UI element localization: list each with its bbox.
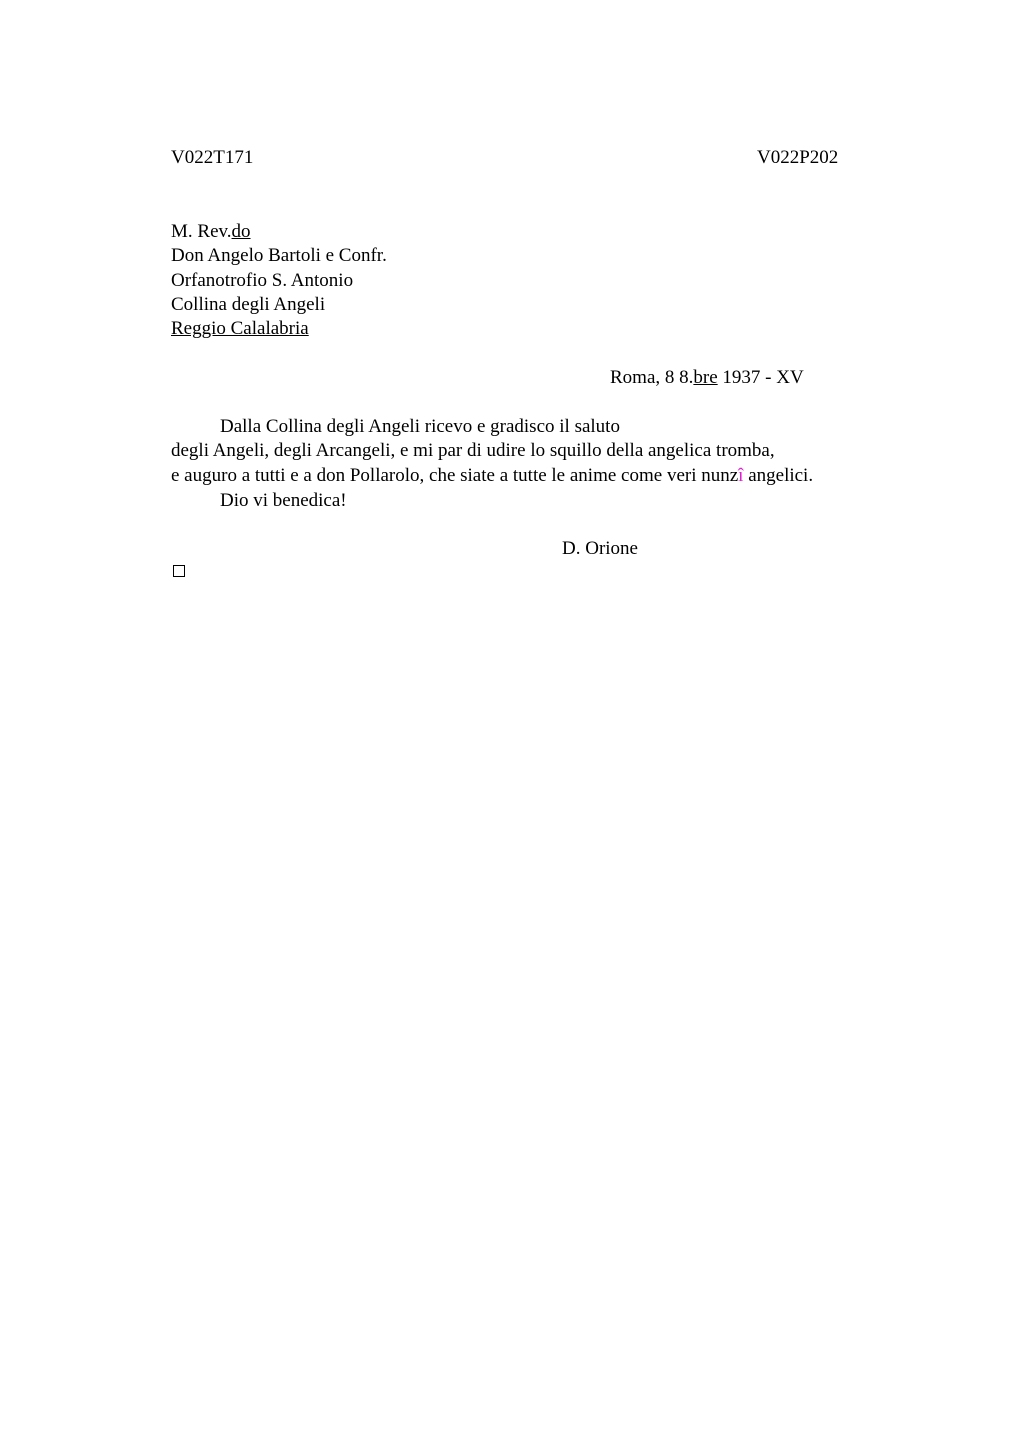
signature: D. Orione: [562, 538, 638, 559]
body-line-1: Dalla Collina degli Angeli ricevo e gradisco il saluto: [220, 416, 620, 437]
address-line-recipient: Don Angelo Bartoli e Confr.: [171, 245, 387, 266]
address-line-institution: Orfanotrofio S. Antonio: [171, 270, 354, 291]
accented-char: î: [738, 465, 744, 486]
address-line-locality: Collina degli Angeli: [171, 294, 326, 315]
body-line-4: Dio vi benedica!: [220, 490, 347, 511]
body-line-3: [171, 464, 813, 488]
body-line-3-end: angelici.: [743, 465, 814, 486]
doc-code-right: V022P202: [757, 147, 839, 168]
salutation-suffix: do: [231, 221, 251, 242]
doc-code-left: V022T171: [171, 147, 254, 168]
dateline: [610, 366, 804, 390]
dateline-month: bre: [693, 367, 718, 388]
dateline-prefix: Roma, 8 8.: [610, 367, 694, 388]
dateline-suffix: 1937 - XV: [717, 367, 804, 388]
body-line-3-text: e auguro a tutti e a don Pollarolo, che siate a tutte le anime come veri nunz: [171, 465, 739, 486]
empty-square-icon: [173, 565, 185, 577]
body-line-2: degli Angeli, degli Arcangeli, e mi par di udire lo squillo della angelica tromba,: [171, 440, 775, 461]
address-line-city: Reggio Calalabria: [171, 318, 309, 339]
address-line-salutation: [171, 220, 251, 244]
salutation-prefix: M. Rev.: [171, 221, 232, 242]
